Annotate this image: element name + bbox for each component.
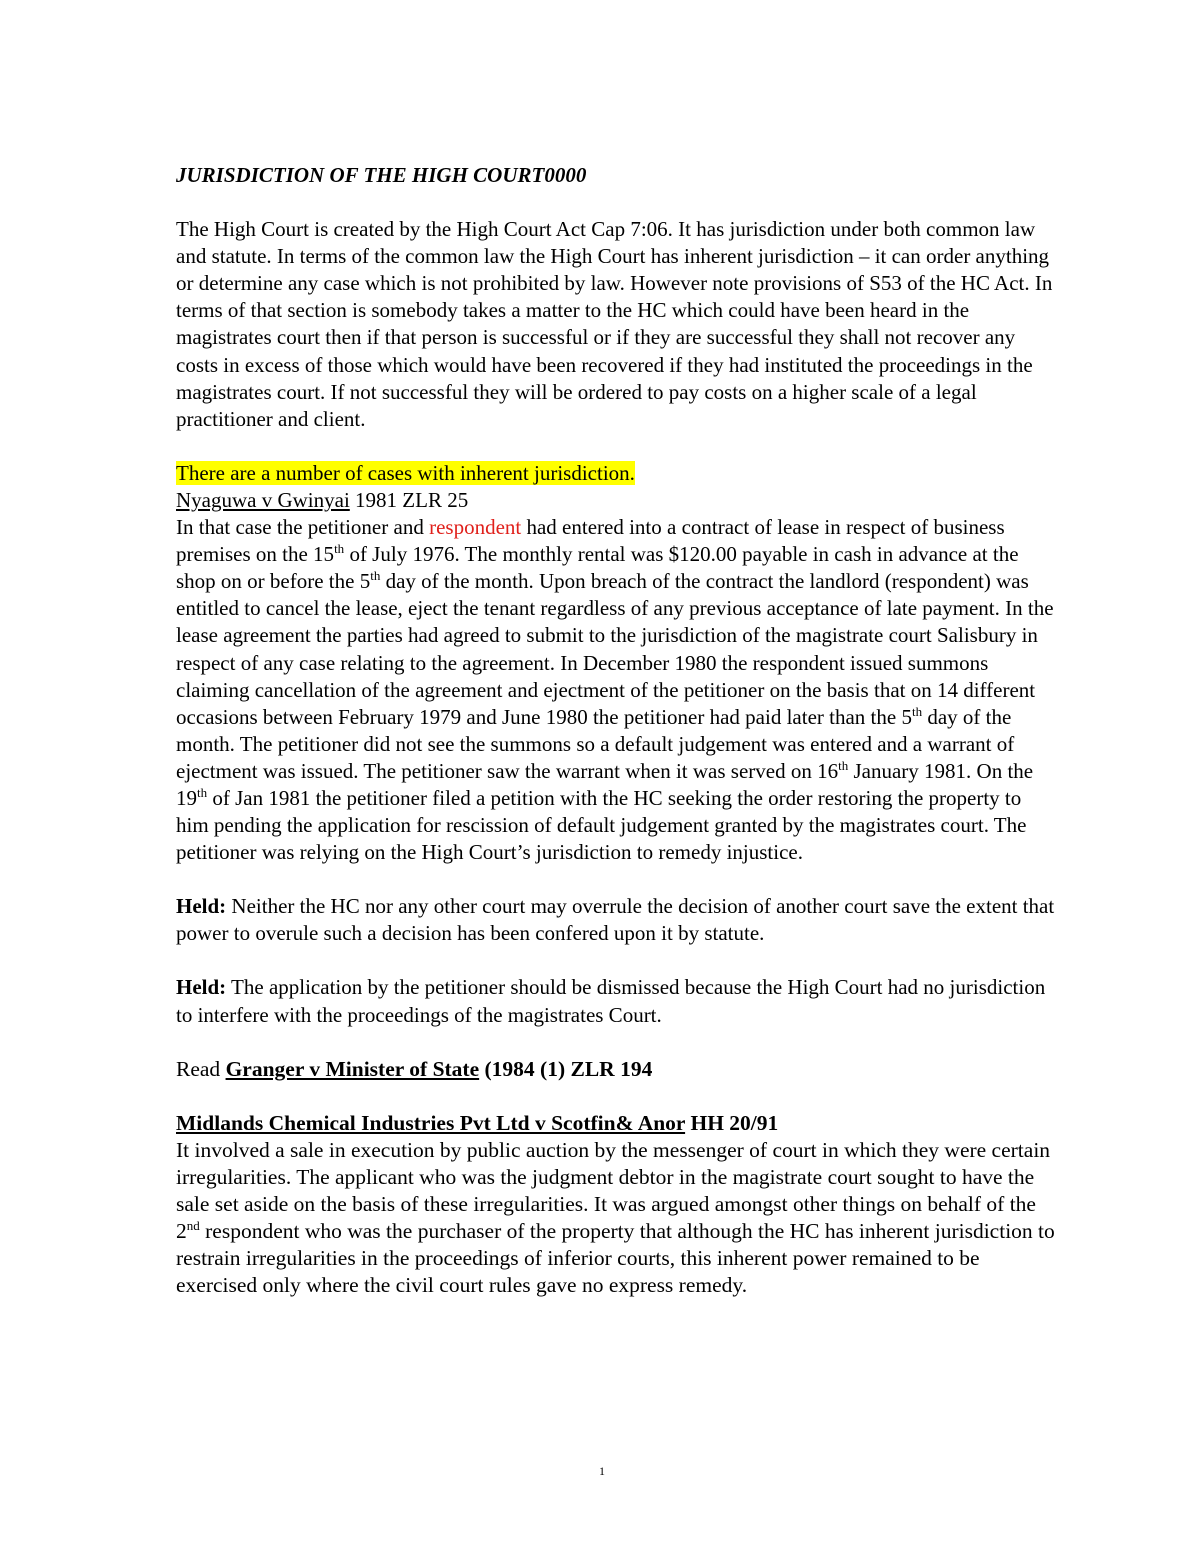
document-title: JURISDICTION OF THE HIGH COURT0000	[176, 163, 587, 187]
held1-paragraph	[176, 893, 1056, 947]
case1-citation: 1981 ZLR 25	[349, 487, 469, 512]
case1-heading	[176, 487, 1056, 514]
case2-citation: HH 20/91	[685, 1110, 779, 1135]
case2-paragraph	[176, 1137, 1056, 1300]
spacer	[176, 433, 1056, 460]
held1-text: Neither the HC nor any other court may overrule the decision of another court save the extent that power to overule such a decision has been confered upon it by statute.	[176, 894, 1055, 946]
held1-label: Held:	[176, 894, 227, 919]
case1-text-e: day of the month. The petitioner did not see the summons so a default judgement was entered and a warrant of ejectment was issued. The petitioner saw the warrant when it was served on 16	[176, 704, 1015, 783]
read-citation: (1984 (1) ZLR 194	[479, 1056, 653, 1081]
case1-text-a: In that case the petitioner and	[176, 515, 430, 540]
superscript: th	[334, 541, 345, 557]
document-page	[176, 162, 1056, 1299]
held2-text: The application by the petitioner should be dismissed because the High Court had no jurisdiction to interfere with the proceedings of the magistrates Court.	[176, 975, 1046, 1027]
case1-text-g: of Jan 1981 the petitioner filed a petition with the HC seeking the order restoring the property to him pending the application for rescission of default judgement granted by the magistrates court. The petitioner was relying on the High Court’s jurisdiction to remedy injustice.	[176, 785, 1027, 865]
spacer	[176, 947, 1056, 974]
held2-label: Held:	[176, 975, 227, 1000]
case1-text-f: January 1981. On the 19	[176, 758, 1034, 810]
superscript: th	[370, 568, 381, 584]
case2-heading	[176, 1110, 1056, 1137]
superscript: th	[838, 757, 849, 773]
spacer	[176, 1029, 1056, 1056]
case2-name: Midlands Chemical Industries Pvt Ltd v Scotfin& Anor	[176, 1110, 686, 1135]
case1-name: Nyaguwa v Gwinyai	[176, 487, 350, 512]
highlighted-line	[176, 460, 1056, 487]
case1-paragraph	[176, 514, 1056, 866]
case1-red-word: respondent	[429, 515, 522, 540]
case1-text-b: had entered into a contract of lease in respect of business premises on the 15	[176, 515, 1005, 567]
intro-paragraph: The High Court is created by the High Court Act Cap 7:06. It has jurisdiction under both common law and statute. In terms of the common law the High Court has inherent jurisdiction – it can order anything or determine any case which is not prohibited by law. However note provisions of S53 of the HC Act. In terms of that section is somebody takes a matter to the HC which could have been heard in the magistrates court then if that person is successful or if they are successful they shall not recover any costs in excess of those which would have been recovered if they had instituted the proceedings in the magistrates court. If not successful they will be ordered to pay costs on a higher scale of a legal practitioner and client.	[176, 217, 1053, 431]
read-case-name: Granger v Minister of State	[225, 1056, 480, 1081]
held2-paragraph	[176, 974, 1056, 1028]
read-line	[176, 1056, 1056, 1083]
superscript: th	[911, 703, 923, 719]
case2-text-b: respondent who was the purchaser of the property that although the HC has inherent jurisdiction to restrain irregularities in the proceedings of inferior courts, this inherent power remained to be exercised only where the civil court rules gave no express remedy.	[176, 1219, 1055, 1298]
case1-text-c: of July 1976. The monthly rental was $120.00 payable in cash in advance at the shop on or before the 5	[176, 542, 1019, 594]
superscript: th	[197, 784, 208, 800]
case2-text-a: It involved a sale in execution by public auction by the messenger of court in which they were certain irregularities. The applicant who was the judgment debtor in the magistrate court sought to have the sale set aside on the basis of these irregularities. It was argued amongst other things on behalf of the 2	[176, 1137, 1051, 1244]
case1-text-d: day of the month. Upon breach of the contract the landlord (respondent) was entitled to cancel the lease, eject the tenant regardless of any previous acceptance of late payment. In the lease agreement the parties had agreed to submit to the jurisdiction of the magistrate court Salisbury in respect of any case relating to the agreement. In December 1980 the respondent issued summons claiming cancellation of the agreement and ejectment of the petitioner on the basis that on 14 different occasions between February 1979 and June 1980 the petitioner had paid later than the 5	[176, 569, 1054, 729]
page-number: 1	[599, 1464, 605, 1478]
highlight-text: There are a number of cases with inherent jurisdiction.	[176, 460, 635, 485]
spacer	[176, 866, 1056, 893]
read-prefix: Read	[176, 1056, 226, 1081]
spacer	[176, 1083, 1056, 1110]
superscript: nd	[186, 1217, 200, 1233]
